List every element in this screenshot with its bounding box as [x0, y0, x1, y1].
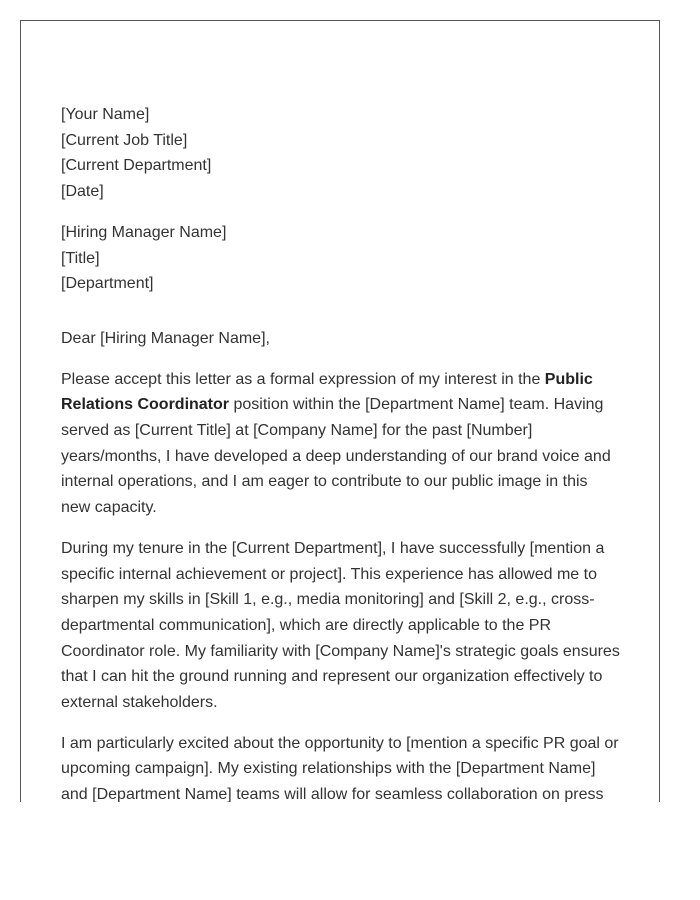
paragraph-line: upcoming campaign]. My existing relationships with the [Department Name]: [61, 760, 596, 778]
role-name-bold: Public: [544, 370, 593, 388]
body-paragraph-1: [61, 367, 626, 521]
paragraph-line: Coordinator role. My familiarity with [Company Name]'s strategic goals ensures: [61, 642, 620, 660]
paragraph-line: During my tenure in the [Current Department], I have successfully [mention a: [61, 539, 605, 557]
paragraph-line: sharpen my skills in [Skill 1, e.g., media monitoring] and [Skill 2, e.g., cross-: [61, 591, 595, 609]
body-paragraph-3: [61, 731, 626, 802]
recipient-department: [Department]: [61, 275, 154, 293]
sender-block: [61, 102, 626, 205]
paragraph-text: Please accept this letter as a formal expression of my interest in the: [61, 370, 545, 388]
paragraph-line: that I can hit the ground running and represent our organization effectively to: [61, 668, 603, 686]
paragraph-text: position within the [Department Name] team. Having: [229, 396, 604, 414]
paragraph-line: [61, 367, 626, 393]
paragraph-line: and [Department Name] teams will allow for seamless collaboration on press: [61, 786, 604, 802]
sender-job-title: [Current Job Title]: [61, 131, 188, 149]
recipient-title: [Title]: [61, 249, 100, 267]
salutation: Dear [Hiring Manager Name],: [61, 329, 270, 347]
paragraph-line: years/months, I have developed a deep understanding of our brand voice and: [61, 447, 611, 465]
paragraph-line: specific internal achievement or project]. This experience has allowed me to: [61, 565, 597, 583]
role-name-bold: Relations Coordinator: [61, 396, 230, 414]
letter-date: [Date]: [61, 183, 104, 201]
paragraph-line: new capacity.: [61, 499, 157, 517]
body-paragraph-2: [61, 536, 626, 716]
sender-name: [Your Name]: [61, 106, 150, 123]
paragraph-line: I am particularly excited about the opportunity to [mention a specific PR goal or: [61, 734, 619, 752]
letter-page: [20, 20, 660, 802]
letter-content: [61, 102, 626, 802]
paragraph-line: served as [Current Title] at [Company Name] for the past [Number]: [61, 422, 533, 440]
paragraph-line: internal operations, and I am eager to contribute to our public image in this: [61, 473, 588, 491]
sender-department: [Current Department]: [61, 157, 212, 175]
paragraph-line: [61, 392, 626, 418]
recipient-name: [Hiring Manager Name]: [61, 223, 227, 241]
recipient-block: [61, 220, 626, 297]
paragraph-line: departmental communication], which are directly applicable to the PR: [61, 616, 552, 634]
paragraph-line: external stakeholders.: [61, 694, 218, 712]
